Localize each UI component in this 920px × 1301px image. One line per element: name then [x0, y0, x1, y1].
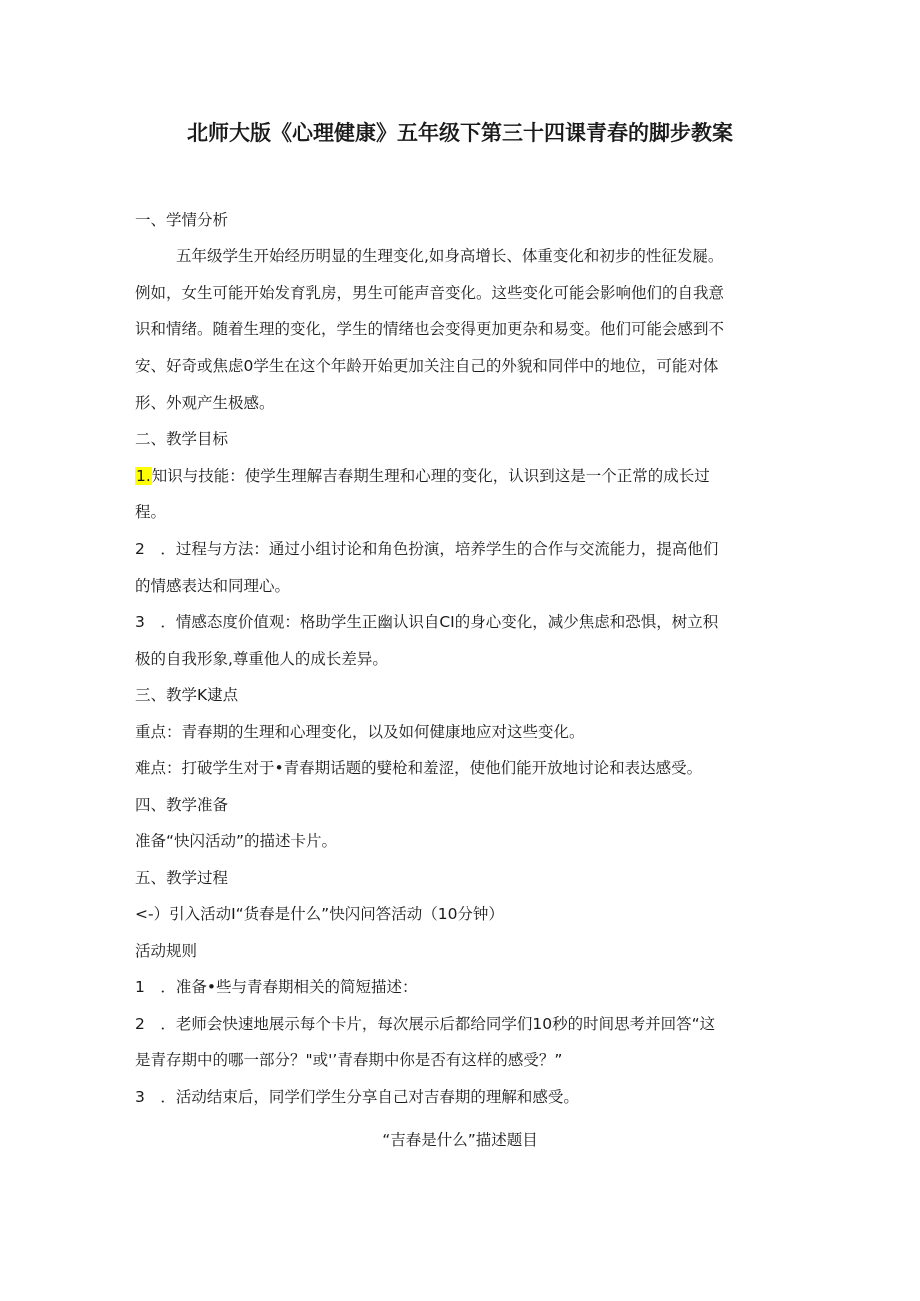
list-item-3: 3 ．情感态度价值观：格助学生正幽认识自CI的身心变化，减少焦虑和恐惧，树立积	[135, 613, 719, 631]
paragraph-line: 的情感表达和同理心。	[135, 577, 291, 595]
section-heading-2: 二、教学目标	[135, 430, 229, 448]
section-heading-5: 五、教学过程	[135, 869, 229, 887]
document-title: 北师大版《心理健康》五年级下第三十四课青春的脚步教案	[187, 121, 733, 145]
list-item-1	[135, 466, 710, 486]
paragraph-line: 准备“快闪活动”的描述卡片。	[135, 832, 338, 850]
section-heading-4: 四、教学准备	[135, 796, 229, 814]
paragraph-line: 难点：打破学生对于•青春期话题的嬖枪和羞涩，使他们能开放地讨论和表达感受。	[135, 759, 703, 777]
list-item-3: 3 ．活动结束后，同学们学生分享自己对吉春期的理解和感受。	[135, 1088, 579, 1106]
table-caption: “吉春是什么”描述题目	[382, 1131, 538, 1149]
paragraph-line: 极的自我形象,尊重他人的成长差异。	[135, 650, 388, 668]
highlight-marker: 1.	[136, 467, 151, 485]
paragraph-line: 例如，女生可能开始发育乳房，男生可能声音变化。这些变化可能会影响他们的自我意	[135, 284, 725, 302]
list-item-2: 2 ．过程与方法：通过小组讨论和角色扮演，培养学生的合作与交流能力，提高他们	[135, 540, 719, 558]
paragraph-line: 活动规则	[135, 942, 198, 960]
subsection-heading: <-）引入活动I“货春是什么”快闪问答活动（10分钟）	[135, 905, 504, 923]
paragraph-line: 识和情绪。随着生理的变化，学生的情绪也会变得更加更杂和易变。他们可能会感到不	[135, 320, 725, 338]
paragraph-line: 安、好奇或焦虑0学生在这个年龄开始更加关注自己的外貌和同伴中的地位，可能对体	[135, 357, 719, 375]
paragraph-line: 程。	[135, 503, 167, 521]
section-heading-3: 三、教学K逮点	[135, 686, 239, 704]
paragraph-line: 重点：青春期的生理和心理变化，以及如何健康地应对这些变化。	[135, 723, 585, 741]
paragraph-line: 形、外观产生极感。	[135, 394, 275, 412]
section-heading-1: 一、学情分析	[135, 211, 229, 229]
paragraph-line: 是青存期中的哪一部分？"或'’青春期中你是否有这样的感受？”	[135, 1051, 563, 1069]
list-item-text: 知识与技能：使学生理解吉春期生理和心理的变化，认识到这是一个正常的成长过	[151, 467, 710, 485]
paragraph-line: 五年级学生开始经历明显的生理变化,如身高增长、体重变化和初步的性征发屣。	[176, 247, 724, 265]
list-item-1: 1 ．准备•些与青春期相关的简短描述：	[135, 978, 418, 996]
list-item-2: 2 ．老师会快速地展示每个卡片，每次展示后都给同学们10秒的时间思考并回答“这	[135, 1015, 716, 1033]
